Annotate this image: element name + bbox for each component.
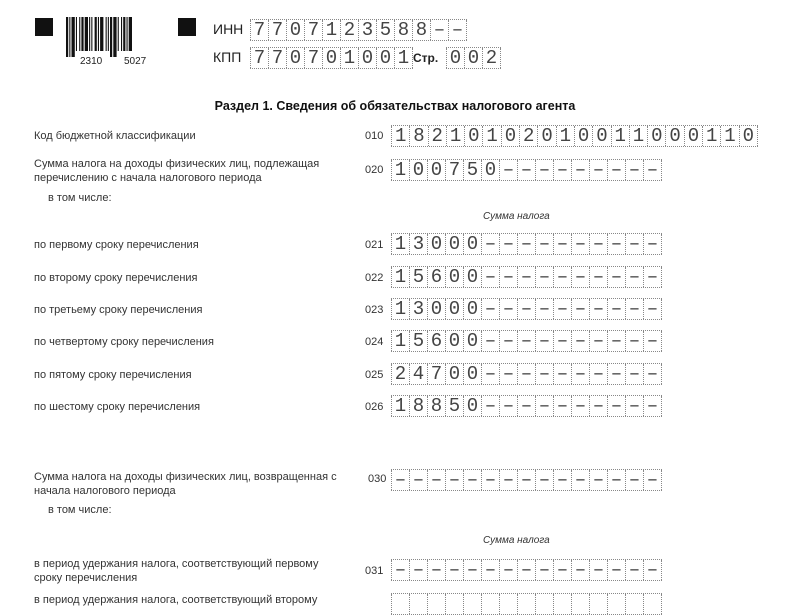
tax-returned-cell[interactable]: –: [391, 470, 409, 490]
tax-due-cell[interactable]: –: [517, 160, 535, 180]
tax-due-cell[interactable]: 0: [481, 160, 499, 180]
line-code-021: 021: [365, 239, 384, 251]
installment-cell[interactable]: –: [553, 234, 571, 254]
installment-cell[interactable]: 3: [409, 299, 427, 319]
returned-period-1-cell[interactable]: –: [445, 560, 463, 580]
including-label-2: в том числе:: [48, 504, 112, 516]
line-code-025: 025: [365, 369, 384, 381]
returned-period-2-cell[interactable]: [391, 594, 409, 614]
barcode-bar: [81, 17, 83, 51]
installment-cell[interactable]: –: [571, 267, 589, 287]
barcode-bar: [89, 17, 90, 51]
kbk-cell[interactable]: 0: [739, 126, 758, 146]
installment-cell[interactable]: –: [499, 331, 517, 351]
inn-cell[interactable]: 8: [394, 20, 412, 40]
barcode-bar: [129, 17, 132, 51]
page-cell[interactable]: 0: [446, 48, 464, 68]
installment-label: по пятому сроку перечисления: [34, 369, 192, 381]
tax-due-cell[interactable]: 7: [445, 160, 463, 180]
kpp-cell[interactable]: 0: [322, 48, 340, 68]
installment-cell[interactable]: –: [553, 396, 571, 416]
kpp-cell[interactable]: 7: [268, 48, 286, 68]
installment-cell[interactable]: 1: [391, 234, 409, 254]
tax-returned-cell[interactable]: –: [535, 470, 553, 490]
section-title: Раздел 1. Сведения об обязательствах налогового агента: [214, 99, 576, 113]
installment-cell[interactable]: –: [481, 267, 499, 287]
barcode: [66, 17, 162, 57]
returned-period-2-label: в период удержания налога, соответствующий второму: [34, 594, 318, 606]
inn-cell[interactable]: 0: [286, 20, 304, 40]
installment-cell[interactable]: 6: [427, 267, 445, 287]
installment-cell[interactable]: 0: [427, 299, 445, 319]
installment-cell[interactable]: –: [481, 364, 499, 384]
barcode-bar: [85, 17, 88, 51]
returned-period-2-cell[interactable]: [463, 594, 481, 614]
returned-period-2-cell[interactable]: [481, 594, 499, 614]
tax-due-cell[interactable]: –: [625, 160, 643, 180]
installment-cell[interactable]: –: [625, 396, 643, 416]
kbk-cell[interactable]: 1: [446, 126, 464, 146]
barcode-bar: [123, 17, 125, 51]
tax-due-cell[interactable]: 0: [427, 160, 445, 180]
kbk-cell[interactable]: 0: [684, 126, 702, 146]
kbk-cell[interactable]: 0: [592, 126, 610, 146]
installment-cell[interactable]: –: [535, 331, 553, 351]
installment-cell[interactable]: 0: [445, 299, 463, 319]
returned-period-2-cell[interactable]: [571, 594, 589, 614]
registration-marker-right: [178, 18, 196, 36]
installment-cell[interactable]: 3: [409, 234, 427, 254]
installment-cell[interactable]: –: [535, 396, 553, 416]
kbk-field[interactable]: [391, 125, 758, 147]
installment-cell[interactable]: 0: [463, 299, 481, 319]
barcode-bar: [108, 17, 109, 51]
tax-returned-cell[interactable]: –: [553, 470, 571, 490]
returned-period-1-cell[interactable]: –: [427, 560, 445, 580]
installment-cell[interactable]: –: [643, 364, 662, 384]
installment-cell[interactable]: –: [643, 299, 662, 319]
installment-cell[interactable]: –: [607, 396, 625, 416]
tax-returned-cell[interactable]: –: [445, 470, 463, 490]
installment-cell[interactable]: 4: [409, 364, 427, 384]
kbk-cell[interactable]: 0: [464, 126, 482, 146]
barcode-number-left: 2310: [80, 56, 103, 67]
returned-period-2-cell[interactable]: [409, 594, 427, 614]
returned-period-1-label: в период удержания налога, соответствующий первому сроку перечисления: [34, 558, 319, 584]
tax-returned-cell[interactable]: –: [409, 470, 427, 490]
barcode-bar: [100, 17, 103, 51]
returned-period-1-cell[interactable]: –: [535, 560, 553, 580]
returned-period-2-cell[interactable]: [427, 594, 445, 614]
kbk-cell[interactable]: 2: [519, 126, 537, 146]
installment-cell[interactable]: –: [553, 364, 571, 384]
installment-cell[interactable]: –: [481, 396, 499, 416]
barcode-bar: [110, 17, 112, 57]
inn-cell[interactable]: 8: [412, 20, 430, 40]
registration-marker-left: [35, 18, 53, 36]
installment-cell[interactable]: –: [625, 299, 643, 319]
installment-cell[interactable]: –: [517, 267, 535, 287]
line-code-030: 030: [368, 473, 387, 485]
tax-due-cell[interactable]: 5: [463, 160, 481, 180]
page-cell[interactable]: 2: [482, 48, 501, 68]
returned-period-1-cell[interactable]: –: [409, 560, 427, 580]
inn-field[interactable]: [250, 19, 467, 41]
installment-cell[interactable]: –: [589, 364, 607, 384]
kbk-cell[interactable]: 1: [702, 126, 720, 146]
tax-due-cell[interactable]: 1: [391, 160, 409, 180]
inn-cell[interactable]: –: [430, 20, 448, 40]
returned-period-2-cell[interactable]: [607, 594, 625, 614]
kpp-cell[interactable]: 0: [286, 48, 304, 68]
returned-period-2-cell[interactable]: [553, 594, 571, 614]
inn-cell[interactable]: 2: [340, 20, 358, 40]
installment-cell[interactable]: –: [643, 267, 662, 287]
installment-cell[interactable]: 8: [409, 396, 427, 416]
kbk-cell[interactable]: 1: [391, 126, 409, 146]
installment-cell[interactable]: –: [625, 364, 643, 384]
returned-period-1-cell[interactable]: –: [517, 560, 535, 580]
returned-period-2-cell[interactable]: [535, 594, 553, 614]
kpp-cell[interactable]: 1: [394, 48, 413, 68]
tax-due-cell[interactable]: –: [571, 160, 589, 180]
returned-period-2-field[interactable]: [391, 593, 662, 615]
barcode-bar: [118, 17, 119, 51]
barcode-bar: [69, 17, 70, 57]
installment-cell[interactable]: 0: [463, 267, 481, 287]
installment-cell[interactable]: –: [553, 267, 571, 287]
returned-period-1-cell[interactable]: –: [553, 560, 571, 580]
installment-field[interactable]: [391, 298, 662, 320]
returned-period-1-cell[interactable]: –: [589, 560, 607, 580]
barcode-bar: [95, 17, 97, 51]
installment-cell[interactable]: –: [499, 299, 517, 319]
installment-cell[interactable]: 0: [445, 267, 463, 287]
returned-period-1-cell[interactable]: –: [643, 560, 662, 580]
installment-cell[interactable]: –: [589, 234, 607, 254]
tax-returned-cell[interactable]: –: [589, 470, 607, 490]
returned-period-1-cell[interactable]: –: [607, 560, 625, 580]
installment-cell[interactable]: –: [607, 299, 625, 319]
installment-cell[interactable]: –: [535, 267, 553, 287]
including-label: в том числе:: [48, 192, 112, 204]
installment-cell[interactable]: –: [589, 396, 607, 416]
tax-due-cell[interactable]: –: [553, 160, 571, 180]
installment-cell[interactable]: –: [481, 331, 499, 351]
tax-returned-cell[interactable]: –: [481, 470, 499, 490]
installment-field[interactable]: [391, 395, 662, 417]
installment-cell[interactable]: –: [499, 396, 517, 416]
inn-cell[interactable]: 5: [376, 20, 394, 40]
tax-due-cell[interactable]: –: [499, 160, 517, 180]
barcode-bar: [98, 17, 99, 51]
installment-cell[interactable]: –: [607, 234, 625, 254]
installment-label: по шестому сроку перечисления: [34, 401, 201, 413]
installment-cell[interactable]: 5: [445, 396, 463, 416]
kpp-cell[interactable]: 0: [358, 48, 376, 68]
installment-label: по третьему сроку перечисления: [34, 304, 203, 316]
returned-period-1-cell[interactable]: –: [571, 560, 589, 580]
installment-cell[interactable]: 1: [391, 299, 409, 319]
page-cell[interactable]: 0: [464, 48, 482, 68]
tax-returned-cell[interactable]: –: [607, 470, 625, 490]
tax-returned-cell[interactable]: –: [427, 470, 445, 490]
tax-due-cell[interactable]: –: [607, 160, 625, 180]
kpp-label: КПП: [213, 49, 242, 65]
tax-returned-field[interactable]: [391, 469, 662, 491]
installment-cell[interactable]: –: [571, 364, 589, 384]
tax-returned-cell[interactable]: –: [625, 470, 643, 490]
installment-cell[interactable]: –: [571, 299, 589, 319]
installment-cell[interactable]: –: [607, 331, 625, 351]
installment-cell[interactable]: –: [481, 299, 499, 319]
kpp-cell[interactable]: 7: [304, 48, 322, 68]
page-number-field[interactable]: [446, 47, 501, 69]
tax-returned-cell[interactable]: –: [643, 470, 662, 490]
installment-cell[interactable]: 0: [463, 331, 481, 351]
tax-returned-cell[interactable]: –: [499, 470, 517, 490]
tax-returned-cell[interactable]: –: [517, 470, 535, 490]
returned-period-2-cell[interactable]: [643, 594, 662, 614]
installment-cell[interactable]: –: [499, 267, 517, 287]
installment-cell[interactable]: –: [499, 234, 517, 254]
installment-label: по четвертому сроку перечисления: [34, 336, 214, 348]
barcode-bar: [72, 17, 75, 57]
installment-cell[interactable]: –: [517, 364, 535, 384]
tax-returned-label: Сумма налога на доходы физических лиц, возвращенная с начала налогового периода: [34, 471, 337, 497]
line-code-010: 010: [365, 130, 384, 142]
kbk-cell[interactable]: 1: [611, 126, 629, 146]
installment-cell[interactable]: –: [589, 299, 607, 319]
installment-cell[interactable]: 5: [409, 331, 427, 351]
barcode-bar: [127, 17, 128, 51]
installment-cell[interactable]: –: [571, 396, 589, 416]
installment-cell[interactable]: –: [625, 331, 643, 351]
line-code-026: 026: [365, 401, 384, 413]
returned-period-1-cell[interactable]: –: [463, 560, 481, 580]
barcode-bar: [106, 17, 107, 51]
installment-cell[interactable]: –: [499, 364, 517, 384]
tax-due-cell[interactable]: 0: [409, 160, 427, 180]
installment-cell[interactable]: 2: [391, 364, 409, 384]
tax-due-label: Сумма налога на доходы физических лиц, подлежащая перечислению с начала налогового периода: [34, 158, 320, 184]
inn-cell[interactable]: 7: [304, 20, 322, 40]
line-code-024: 024: [365, 336, 384, 348]
installment-cell[interactable]: –: [625, 267, 643, 287]
kbk-cell[interactable]: 1: [720, 126, 738, 146]
installment-cell[interactable]: 5: [409, 267, 427, 287]
kbk-cell[interactable]: 1: [556, 126, 574, 146]
kpp-cell[interactable]: 0: [376, 48, 394, 68]
returned-period-2-cell[interactable]: [499, 594, 517, 614]
barcode-bar: [76, 17, 77, 51]
installment-cell[interactable]: 1: [391, 331, 409, 351]
inn-cell[interactable]: 3: [358, 20, 376, 40]
installment-cell[interactable]: 7: [427, 364, 445, 384]
tax-due-cell[interactable]: –: [535, 160, 553, 180]
installment-field[interactable]: [391, 363, 662, 385]
tax-returned-cell[interactable]: –: [463, 470, 481, 490]
installment-label: по первому сроку перечисления: [34, 239, 199, 251]
inn-cell[interactable]: 7: [250, 20, 268, 40]
returned-period-2-cell[interactable]: [589, 594, 607, 614]
kbk-cell[interactable]: 0: [574, 126, 592, 146]
page-label: Стр.: [413, 51, 439, 65]
tax-returned-cell[interactable]: –: [571, 470, 589, 490]
barcode-bar: [121, 17, 122, 51]
barcode-bar: [113, 17, 116, 57]
installment-cell[interactable]: 0: [427, 234, 445, 254]
inn-cell[interactable]: 7: [268, 20, 286, 40]
installment-cell[interactable]: –: [481, 234, 499, 254]
returned-period-1-cell[interactable]: –: [499, 560, 517, 580]
returned-period-2-cell[interactable]: [517, 594, 535, 614]
installment-cell[interactable]: 0: [463, 396, 481, 416]
installment-cell[interactable]: –: [589, 267, 607, 287]
installment-cell[interactable]: –: [643, 396, 662, 416]
tax-sum-column-header-2: Сумма налога: [483, 535, 550, 546]
kpp-cell[interactable]: 7: [250, 48, 268, 68]
installment-cell[interactable]: –: [571, 234, 589, 254]
tax-due-cell[interactable]: –: [643, 160, 662, 180]
installment-cell[interactable]: –: [589, 331, 607, 351]
inn-cell[interactable]: –: [448, 20, 467, 40]
returned-period-1-field[interactable]: [391, 559, 662, 581]
kbk-cell[interactable]: 2: [428, 126, 446, 146]
installment-cell[interactable]: –: [517, 331, 535, 351]
installment-field[interactable]: [391, 266, 662, 288]
line-code-023: 023: [365, 304, 384, 316]
installment-cell[interactable]: 0: [445, 364, 463, 384]
installment-cell[interactable]: –: [517, 396, 535, 416]
kbk-cell[interactable]: 0: [537, 126, 555, 146]
installment-cell[interactable]: –: [643, 234, 662, 254]
installment-cell[interactable]: –: [625, 234, 643, 254]
kbk-cell[interactable]: 0: [647, 126, 665, 146]
installment-cell[interactable]: 0: [463, 234, 481, 254]
installment-cell[interactable]: –: [643, 331, 662, 351]
returned-period-2-cell[interactable]: [625, 594, 643, 614]
installment-cell[interactable]: –: [607, 364, 625, 384]
inn-cell[interactable]: 1: [322, 20, 340, 40]
kpp-cell[interactable]: 1: [340, 48, 358, 68]
installment-cell[interactable]: 8: [427, 396, 445, 416]
barcode-bar: [66, 17, 68, 57]
returned-period-1-cell[interactable]: –: [391, 560, 409, 580]
barcode-number-right: 5027: [124, 56, 147, 67]
kpp-field[interactable]: [250, 47, 413, 69]
returned-period-1-cell[interactable]: –: [481, 560, 499, 580]
kbk-cell[interactable]: 1: [629, 126, 647, 146]
tax-due-field[interactable]: [391, 159, 662, 181]
installment-field[interactable]: [391, 233, 662, 255]
installment-cell[interactable]: –: [535, 234, 553, 254]
installment-cell[interactable]: 0: [463, 364, 481, 384]
line-code-020: 020: [365, 164, 384, 176]
installment-cell[interactable]: 0: [445, 234, 463, 254]
installment-cell[interactable]: 6: [427, 331, 445, 351]
line-code-031: 031: [365, 565, 384, 577]
installment-cell[interactable]: –: [517, 234, 535, 254]
tax-due-cell[interactable]: –: [589, 160, 607, 180]
installment-cell[interactable]: –: [607, 267, 625, 287]
installment-cell[interactable]: –: [553, 299, 571, 319]
kbk-cell[interactable]: 0: [501, 126, 519, 146]
installment-label: по второму сроку перечисления: [34, 272, 198, 284]
inn-label: ИНН: [213, 21, 244, 37]
kbk-label: Код бюджетной классификации: [34, 130, 196, 142]
barcode-bar: [91, 17, 92, 51]
installment-cell[interactable]: –: [517, 299, 535, 319]
installment-cell[interactable]: 0: [445, 331, 463, 351]
line-code-022: 022: [365, 272, 384, 284]
kbk-cell[interactable]: 8: [409, 126, 427, 146]
installment-cell[interactable]: –: [553, 331, 571, 351]
installment-cell[interactable]: 1: [391, 396, 409, 416]
tax-sum-column-header: Сумма налога: [483, 211, 550, 222]
installment-field[interactable]: [391, 330, 662, 352]
returned-period-1-cell[interactable]: –: [625, 560, 643, 580]
installment-cell[interactable]: –: [571, 331, 589, 351]
barcode-bar: [79, 17, 80, 51]
installment-cell[interactable]: –: [535, 364, 553, 384]
installment-cell[interactable]: 1: [391, 267, 409, 287]
kbk-cell[interactable]: 0: [665, 126, 683, 146]
kbk-cell[interactable]: 1: [482, 126, 500, 146]
returned-period-2-cell[interactable]: [445, 594, 463, 614]
installment-cell[interactable]: –: [535, 299, 553, 319]
